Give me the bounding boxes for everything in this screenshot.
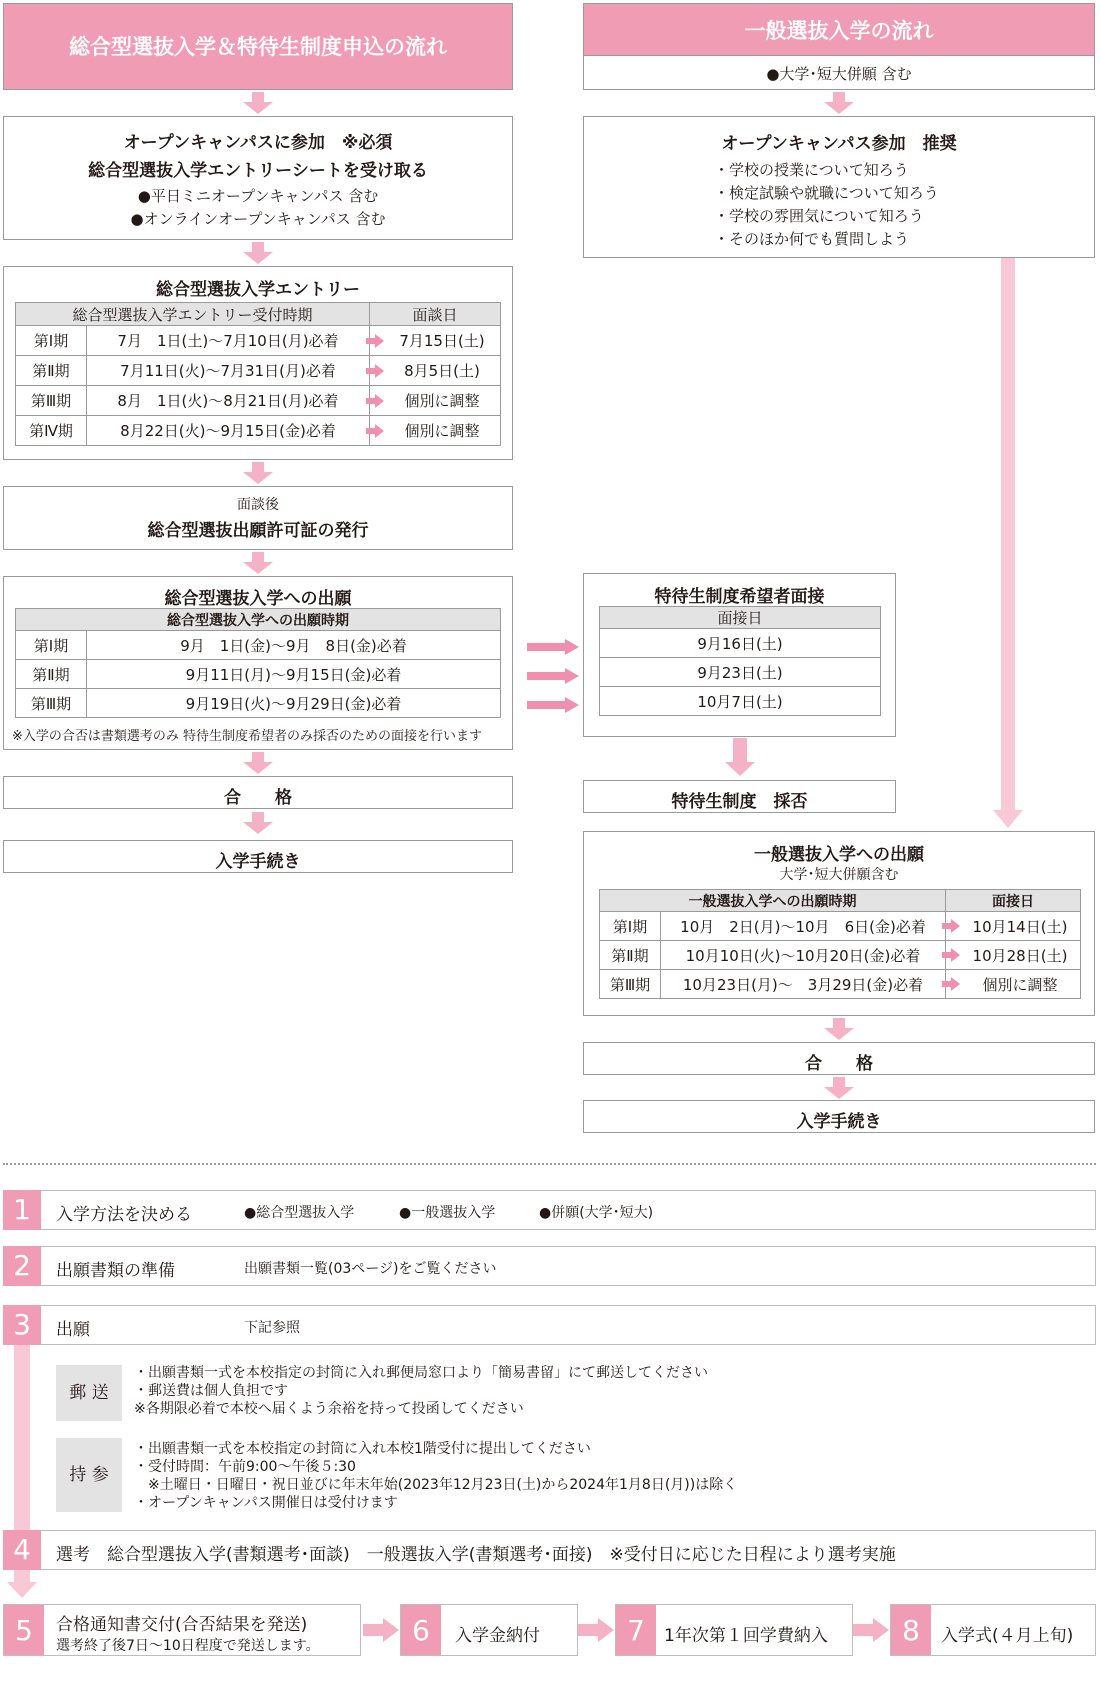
step-3-desc: 下記参照 — [244, 1320, 300, 1336]
step-4-bar — [3, 1530, 1096, 1570]
right-arrow-icon — [527, 697, 579, 713]
right-oc-item: ・学校の雰囲気について知ろう — [714, 207, 924, 225]
left-pass-box — [3, 776, 513, 809]
table-row: 第Ⅲ期 8月 1日(火)～8月21日(月)必着 個別に調整 — [16, 386, 501, 416]
table-row: 第Ⅰ期 9月 1日(金)～9月 8日(金)必着 — [16, 631, 501, 660]
down-arrow-icon — [243, 752, 273, 774]
general-apply-sub: 大学･短大併願含む — [779, 867, 899, 883]
entry-table — [15, 302, 501, 446]
left-oc-item: ●平日ミニオープンキャンパス 含む — [137, 187, 379, 205]
tokutai-title: 特待生制度希望者面接 — [654, 587, 825, 607]
table-row: 第Ⅰ期 7月 1日(土)～7月10日(月)必着 7月15日(土) — [16, 326, 501, 356]
table-row: 第Ⅰ期 10月 2日(月)～10月 6日(金)必着 10月14日(土) — [600, 912, 1081, 941]
table-row: 第Ⅱ期 9月11日(月)～9月15日(金)必着 — [16, 660, 501, 689]
right-arrow-icon — [366, 364, 384, 378]
entry-col-period: 総合型選抜入学エントリー受付時期 — [16, 303, 370, 326]
step-8-box — [890, 1604, 1096, 1656]
down-arrow-icon — [824, 1077, 854, 1099]
table-row: 第Ⅲ期 9月19日(火)～9月29日(金)必着 — [16, 689, 501, 718]
table-row: 9月16日(土) — [600, 629, 881, 658]
table-row: 10月7日(土) — [600, 687, 881, 716]
down-arrow-icon — [243, 92, 273, 114]
step-3-title: 出願 — [56, 1320, 90, 1340]
down-arrow-icon — [243, 242, 273, 264]
right-oc-item: ・そのほか何でも質問しよう — [714, 230, 910, 248]
step-5-sub: 選考終了後7日～10日程度で発送します。 — [56, 1638, 320, 1654]
step-4-title: 選考 総合型選抜入学(書類選考･面談) 一般選抜入学(書類選考･面接) ※受付日に応じた日程により選考実施 — [56, 1545, 896, 1565]
apply-note: ※入学の合否は書類選考のみ 特待生制度希望者のみ採否のための面接を行います — [12, 729, 483, 744]
table-row: 9月23日(土) — [600, 658, 881, 687]
left-enroll-text: 入学手続き — [215, 852, 301, 872]
step-6-number: 6 — [401, 1605, 441, 1655]
tokutai-result: 特待生制度 採否 — [671, 792, 808, 812]
right-arrow-icon — [942, 948, 960, 962]
step-2-title: 出願書類の準備 — [56, 1261, 175, 1281]
step-7-number: 7 — [616, 1605, 656, 1655]
mail-line: ・出願書類一式を本校指定の封筒に入れ郵便局窓口より「簡易書留」にて郵送してください — [134, 1365, 708, 1381]
general-col-date: 面接日 — [946, 890, 1081, 912]
step-8-number: 8 — [891, 1605, 931, 1655]
right-enroll-text: 入学手続き — [796, 1112, 882, 1132]
right-oc-item: ・学校の授業について知ろう — [714, 161, 909, 179]
right-oc-title: オープンキャンパス参加 推奨 — [721, 134, 957, 154]
permit-small: 面談後 — [237, 497, 279, 513]
step-5-number: 5 — [4, 1605, 44, 1655]
right-arrow-icon — [366, 394, 384, 408]
general-apply-table — [599, 889, 1081, 999]
apply-table — [15, 608, 501, 718]
step-8-title: 入学式(４月上旬) — [941, 1626, 1074, 1646]
apply-col-period: 総合型選抜入学への出願時期 — [16, 609, 501, 631]
apply-title: 総合型選抜入学への出願 — [164, 589, 352, 609]
right-header-sub: ●大学･短大併願 含む — [766, 65, 912, 83]
right-arrow-icon — [366, 424, 384, 438]
right-header-sub-box — [583, 55, 1095, 90]
down-arrow-icon — [824, 1018, 854, 1040]
step-6-box — [400, 1604, 578, 1656]
right-open-campus-box — [583, 116, 1095, 258]
right-arrow-icon — [527, 668, 579, 684]
mail-line: ※各期限必着で本校へ届くよう余裕を持って投函してください — [134, 1401, 524, 1417]
step-1-item: ●一般選抜入学 — [399, 1205, 496, 1221]
table-row: 第Ⅱ期 10月10日(火)～10月20日(金)必着 10月28日(土) — [600, 941, 1081, 970]
left-oc-item: ●オンラインオープンキャンパス 含む — [130, 210, 386, 228]
step-7-title: 1年次第１回学費納入 — [664, 1626, 828, 1646]
step-1-item: ●併願(大学･短大) — [539, 1205, 654, 1221]
entry-title: 総合型選抜入学エントリー — [156, 280, 360, 300]
long-down-arrow-icon — [993, 258, 1023, 830]
step-3-bar — [3, 1305, 1096, 1345]
right-header: 一般選抜入学の流れ — [583, 3, 1095, 56]
down-arrow-icon — [725, 738, 755, 778]
down-arrow-icon — [243, 812, 273, 834]
step-3-number: 3 — [3, 1305, 41, 1345]
right-arrow-icon — [578, 1618, 614, 1642]
step-2-desc: 出願書類一覧(03ページ)をご覧ください — [244, 1261, 497, 1277]
tokutai-result-box — [583, 780, 896, 813]
general-apply-title: 一般選抜入学への出願 — [754, 845, 924, 865]
left-enroll-box — [3, 840, 513, 873]
right-arrow-icon — [363, 1618, 399, 1642]
step-5-title: 合格通知書交付(合否結果を発送) — [56, 1615, 308, 1635]
step-1-title: 入学方法を決める — [56, 1205, 192, 1225]
down-arrow-icon — [824, 92, 854, 114]
tokutai-table — [599, 606, 881, 716]
left-oc-line1: オープンキャンパスに参加 ※必須 — [123, 133, 393, 153]
right-arrow-icon — [527, 639, 579, 655]
bring-line: ・受付時間：午前9:00～午後５:30 — [134, 1459, 356, 1475]
bring-label: 持 参 — [56, 1438, 122, 1512]
step-1-item: ●総合型選抜入学 — [244, 1205, 355, 1221]
right-pass-box — [583, 1042, 1095, 1075]
bring-line: ※土曜日・日曜日・祝日並びに年末年始(2023年12月23日(土)から2024年1月8日(月))は除く — [134, 1477, 738, 1493]
right-arrow-icon — [942, 919, 960, 933]
right-arrow-icon — [942, 977, 960, 991]
step-2-number: 2 — [3, 1246, 41, 1286]
left-header: 総合型選抜入学＆特待生制度申込の流れ — [3, 3, 513, 90]
table-row: 第Ⅳ期 8月22日(火)～9月15日(金)必着 個別に調整 — [16, 416, 501, 446]
down-arrow-icon — [243, 552, 273, 574]
right-arrow-icon — [366, 334, 384, 348]
right-enroll-box — [583, 1100, 1095, 1133]
section-divider — [3, 1163, 1096, 1165]
step-6-title: 入学金納付 — [455, 1626, 540, 1646]
right-pass-text: 合 格 — [805, 1054, 873, 1074]
down-arrow-icon — [7, 1582, 37, 1598]
step-2-bar — [3, 1246, 1096, 1286]
general-col-period: 一般選抜入学への出願時期 — [600, 890, 946, 912]
step-1-number: 1 — [3, 1190, 41, 1230]
step-7-box — [615, 1604, 853, 1656]
down-arrow-icon — [243, 462, 273, 484]
permit-title: 総合型選抜出願許可証の発行 — [147, 521, 369, 541]
permit-box — [3, 486, 513, 550]
table-row: 第Ⅱ期 7月11日(火)～7月31日(月)必着 8月5日(土) — [16, 356, 501, 386]
left-pass-text: 合 格 — [224, 788, 292, 808]
step-4-number: 4 — [3, 1530, 41, 1570]
bring-line: ・オープンキャンパス開催日は受付けます — [134, 1495, 398, 1511]
tokutai-col: 面接日 — [600, 607, 881, 629]
entry-col-date: 面談日 — [370, 303, 501, 326]
right-arrow-icon — [853, 1618, 889, 1642]
mail-label: 郵 送 — [56, 1365, 122, 1421]
right-oc-item: ・検定試験や就職について知ろう — [714, 184, 939, 202]
left-open-campus-box — [3, 116, 513, 240]
step-5-box — [3, 1604, 361, 1656]
left-oc-line2: 総合型選抜入学エントリーシートを受け取る — [88, 161, 428, 181]
bring-line: ・出願書類一式を本校指定の封筒に入れ本校1階受付に提出してください — [134, 1441, 591, 1457]
table-row: 第Ⅲ期 10月23日(月)～ 3月29日(金)必着 個別に調整 — [600, 970, 1081, 999]
step-1-bar — [3, 1190, 1096, 1230]
mail-line: ・郵送費は個人負担です — [134, 1383, 288, 1399]
